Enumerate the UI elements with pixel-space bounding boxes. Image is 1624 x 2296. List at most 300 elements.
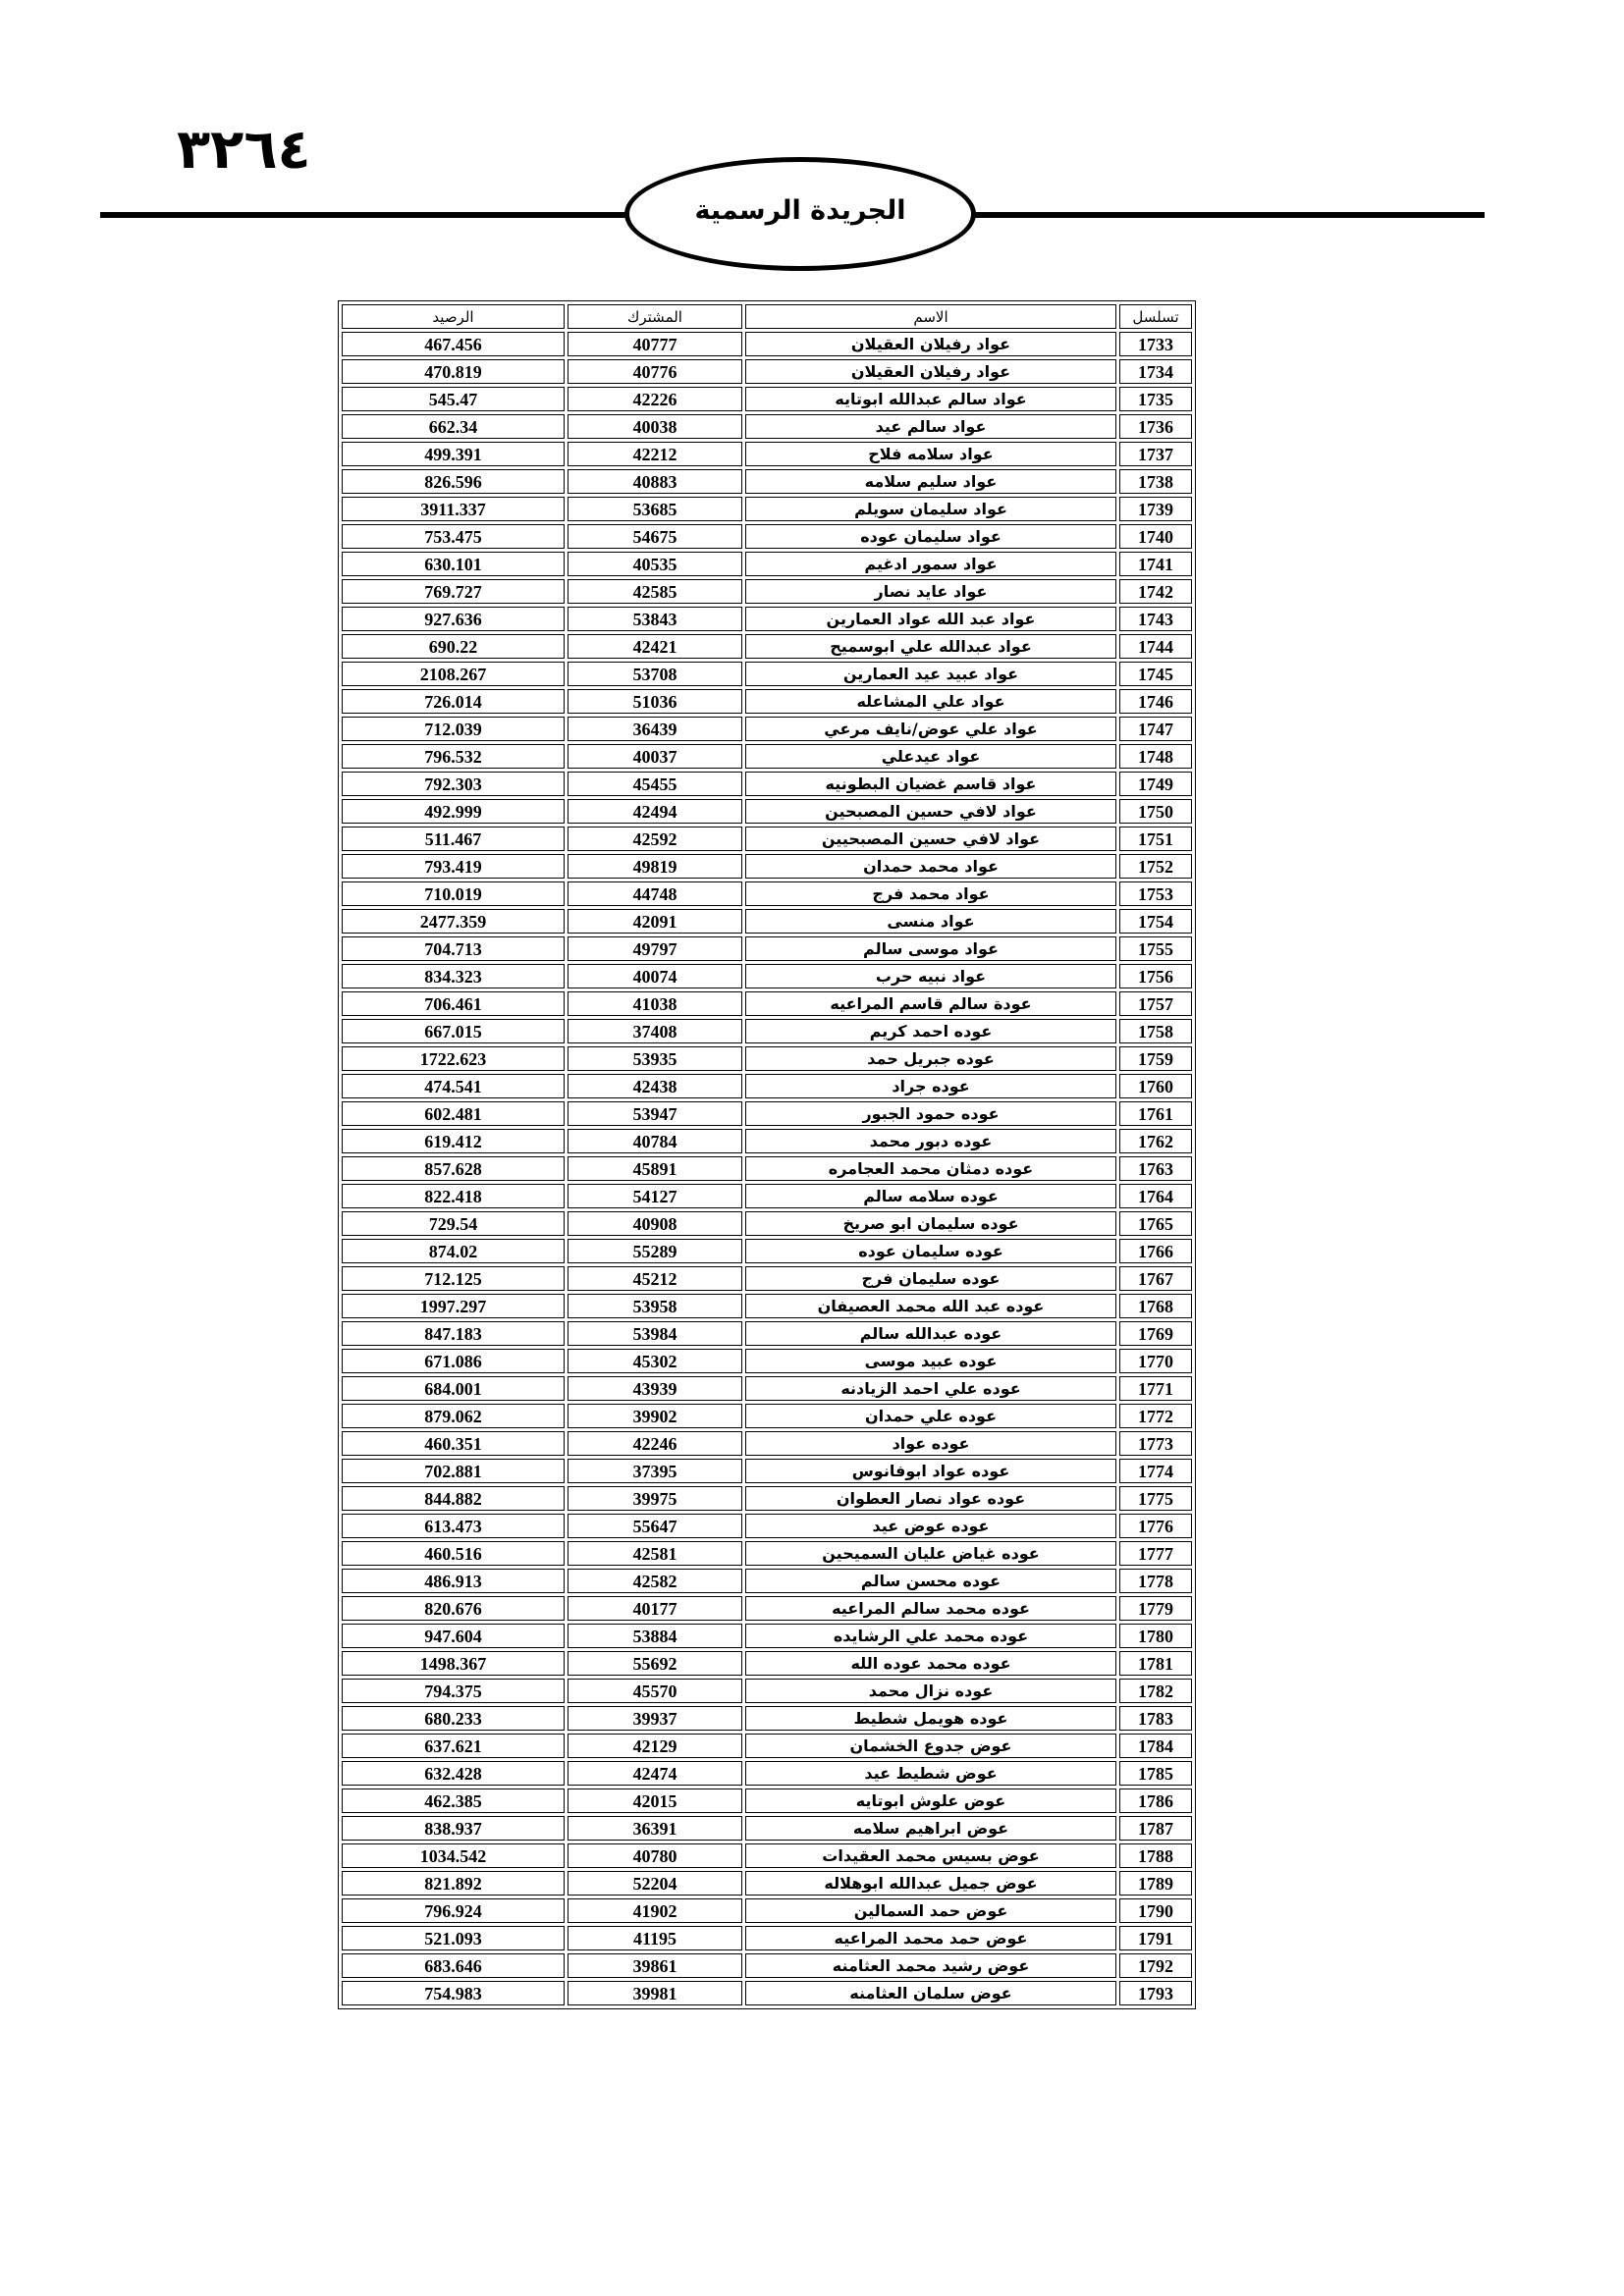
cell-name: عوده سلامه سالم xyxy=(745,1184,1116,1208)
table-row xyxy=(342,936,1192,961)
cell-subscriber: 45212 xyxy=(568,1266,742,1291)
cell-subscriber: 52204 xyxy=(568,1871,742,1896)
cell-subscriber: 39937 xyxy=(568,1706,742,1731)
cell-subscriber: 41195 xyxy=(568,1926,742,1950)
cell-subscriber: 41038 xyxy=(568,991,742,1016)
table-row xyxy=(342,1486,1192,1511)
gazette-title: الجريدة الرسمية xyxy=(694,194,906,226)
cell-name: عواد موسى سالم xyxy=(745,936,1116,961)
cell-sequence: 1792 xyxy=(1119,1953,1192,1978)
table-row xyxy=(342,854,1192,879)
cell-name: عوده حمود الجبور xyxy=(745,1101,1116,1126)
table-row xyxy=(342,1706,1192,1731)
cell-balance: 662.34 xyxy=(342,414,565,439)
cell-balance: 630.101 xyxy=(342,552,565,576)
cell-name: عواد لافي حسين المصبحيين xyxy=(745,827,1116,851)
table-row xyxy=(342,1926,1192,1950)
cell-sequence: 1744 xyxy=(1119,634,1192,659)
table-row xyxy=(342,607,1192,631)
cell-name: عواد رفيلان العقيلان xyxy=(745,359,1116,384)
table-row xyxy=(342,332,1192,356)
cell-name: عوض بسيس محمد العقيدات xyxy=(745,1843,1116,1868)
cell-balance: 712.125 xyxy=(342,1266,565,1291)
cell-subscriber: 42129 xyxy=(568,1734,742,1758)
cell-sequence: 1785 xyxy=(1119,1761,1192,1786)
cell-sequence: 1772 xyxy=(1119,1404,1192,1428)
cell-balance: 821.892 xyxy=(342,1871,565,1896)
cell-name: عواد علي المشاعله xyxy=(745,689,1116,714)
cell-sequence: 1773 xyxy=(1119,1431,1192,1456)
table-row xyxy=(342,799,1192,824)
table-row xyxy=(342,1981,1192,2005)
cell-subscriber: 36439 xyxy=(568,717,742,741)
cell-sequence: 1767 xyxy=(1119,1266,1192,1291)
cell-subscriber: 36391 xyxy=(568,1816,742,1841)
cell-name: عوض جميل عبدالله ابوهلاله xyxy=(745,1871,1116,1896)
table-row xyxy=(342,1431,1192,1456)
cell-balance: 690.22 xyxy=(342,634,565,659)
cell-name: عوض جدوع الخشمان xyxy=(745,1734,1116,1758)
cell-subscriber: 40908 xyxy=(568,1211,742,1236)
cell-name: عواد علي عوض/نايف مرعي xyxy=(745,717,1116,741)
cell-name: عواد لافي حسين المصبحين xyxy=(745,799,1116,824)
cell-subscriber: 39861 xyxy=(568,1953,742,1978)
cell-subscriber: 40177 xyxy=(568,1596,742,1621)
cell-name: عوده عواد xyxy=(745,1431,1116,1456)
cell-name: عواد عايد نصار xyxy=(745,579,1116,604)
cell-balance: 460.351 xyxy=(342,1431,565,1456)
cell-balance: 462.385 xyxy=(342,1789,565,1813)
cell-sequence: 1733 xyxy=(1119,332,1192,356)
cell-subscriber: 37395 xyxy=(568,1459,742,1483)
cell-balance: 796.924 xyxy=(342,1898,565,1923)
cell-balance: 710.019 xyxy=(342,881,565,906)
gazette-title-oval xyxy=(624,157,976,271)
cell-balance: 793.419 xyxy=(342,854,565,879)
table-row xyxy=(342,1184,1192,1208)
cell-subscriber: 51036 xyxy=(568,689,742,714)
cell-sequence: 1751 xyxy=(1119,827,1192,851)
table-row xyxy=(342,1129,1192,1153)
table-row xyxy=(342,387,1192,411)
cell-balance: 667.015 xyxy=(342,1019,565,1043)
cell-balance: 834.323 xyxy=(342,964,565,988)
cell-sequence: 1789 xyxy=(1119,1871,1192,1896)
cell-subscriber: 53958 xyxy=(568,1294,742,1318)
column-header-sequence: تسلسل xyxy=(1119,304,1192,329)
cell-sequence: 1769 xyxy=(1119,1321,1192,1346)
table-row xyxy=(342,1789,1192,1813)
cell-subscriber: 42494 xyxy=(568,799,742,824)
cell-subscriber: 40074 xyxy=(568,964,742,988)
cell-name: عوده عواد نصار العطوان xyxy=(745,1486,1116,1511)
cell-balance: 874.02 xyxy=(342,1239,565,1263)
cell-sequence: 1745 xyxy=(1119,662,1192,686)
cell-balance: 460.516 xyxy=(342,1541,565,1566)
cell-sequence: 1741 xyxy=(1119,552,1192,576)
cell-subscriber: 42421 xyxy=(568,634,742,659)
table-row xyxy=(342,1514,1192,1538)
table-row xyxy=(342,524,1192,549)
cell-sequence: 1748 xyxy=(1119,744,1192,769)
cell-subscriber: 49797 xyxy=(568,936,742,961)
table-row xyxy=(342,1266,1192,1291)
cell-subscriber: 45455 xyxy=(568,772,742,796)
table-row xyxy=(342,1843,1192,1868)
cell-balance: 838.937 xyxy=(342,1816,565,1841)
cell-subscriber: 42581 xyxy=(568,1541,742,1566)
cell-sequence: 1738 xyxy=(1119,469,1192,494)
cell-balance: 1034.542 xyxy=(342,1843,565,1868)
cell-name: عواد محمد فرج xyxy=(745,881,1116,906)
cell-name: عوده علي حمدان xyxy=(745,1404,1116,1428)
cell-sequence: 1734 xyxy=(1119,359,1192,384)
cell-balance: 2108.267 xyxy=(342,662,565,686)
cell-sequence: 1766 xyxy=(1119,1239,1192,1263)
table-row xyxy=(342,1101,1192,1126)
cell-balance: 2477.359 xyxy=(342,909,565,934)
cell-sequence: 1746 xyxy=(1119,689,1192,714)
cell-sequence: 1768 xyxy=(1119,1294,1192,1318)
table-row xyxy=(342,1404,1192,1428)
cell-name: عوده دبور محمد xyxy=(745,1129,1116,1153)
cell-subscriber: 40780 xyxy=(568,1843,742,1868)
cell-name: عواد قاسم غضيان البطونيه xyxy=(745,772,1116,796)
table-row xyxy=(342,827,1192,851)
table-row xyxy=(342,1734,1192,1758)
cell-subscriber: 49819 xyxy=(568,854,742,879)
cell-name: عواد سمور ادغيم xyxy=(745,552,1116,576)
cell-sequence: 1774 xyxy=(1119,1459,1192,1483)
cell-name: عوده احمد كريم xyxy=(745,1019,1116,1043)
cell-balance: 474.541 xyxy=(342,1074,565,1098)
cell-sequence: 1783 xyxy=(1119,1706,1192,1731)
cell-name: عوده عبدالله سالم xyxy=(745,1321,1116,1346)
cell-name: عوده عواد ابوفانوس xyxy=(745,1459,1116,1483)
subscribers-balance-table xyxy=(338,300,1196,2009)
cell-name: عوده سليمان عوده xyxy=(745,1239,1116,1263)
cell-subscriber: 40038 xyxy=(568,414,742,439)
cell-balance: 847.183 xyxy=(342,1321,565,1346)
cell-name: عواد سليم سلامه xyxy=(745,469,1116,494)
cell-balance: 726.014 xyxy=(342,689,565,714)
cell-subscriber: 39975 xyxy=(568,1486,742,1511)
cell-name: عوده نزال محمد xyxy=(745,1679,1116,1703)
cell-balance: 470.819 xyxy=(342,359,565,384)
cell-subscriber: 55647 xyxy=(568,1514,742,1538)
cell-balance: 879.062 xyxy=(342,1404,565,1428)
table-row xyxy=(342,579,1192,604)
table-row xyxy=(342,991,1192,1016)
cell-name: عوده محمد سالم المراعيه xyxy=(745,1596,1116,1621)
cell-name: عواد منسى xyxy=(745,909,1116,934)
cell-sequence: 1753 xyxy=(1119,881,1192,906)
cell-name: عوض سلمان العثامنه xyxy=(745,1981,1116,2005)
cell-balance: 684.001 xyxy=(342,1376,565,1401)
table-row xyxy=(342,1046,1192,1071)
table-body xyxy=(342,332,1192,2005)
cell-name: عواد رفيلان العقيلان xyxy=(745,332,1116,356)
cell-subscriber: 45302 xyxy=(568,1349,742,1373)
cell-sequence: 1776 xyxy=(1119,1514,1192,1538)
cell-sequence: 1762 xyxy=(1119,1129,1192,1153)
cell-subscriber: 40037 xyxy=(568,744,742,769)
cell-subscriber: 42582 xyxy=(568,1569,742,1593)
table-row xyxy=(342,1349,1192,1373)
cell-balance: 680.233 xyxy=(342,1706,565,1731)
table-row xyxy=(342,909,1192,934)
cell-sequence: 1743 xyxy=(1119,607,1192,631)
table-row xyxy=(342,1816,1192,1841)
cell-subscriber: 40535 xyxy=(568,552,742,576)
cell-subscriber: 42015 xyxy=(568,1789,742,1813)
cell-sequence: 1765 xyxy=(1119,1211,1192,1236)
cell-subscriber: 55289 xyxy=(568,1239,742,1263)
cell-name: عوده سليمان ابو صريخ xyxy=(745,1211,1116,1236)
cell-subscriber: 39981 xyxy=(568,1981,742,2005)
cell-balance: 820.676 xyxy=(342,1596,565,1621)
cell-sequence: 1790 xyxy=(1119,1898,1192,1923)
table-row xyxy=(342,1239,1192,1263)
cell-name: عوده جراد xyxy=(745,1074,1116,1098)
cell-sequence: 1764 xyxy=(1119,1184,1192,1208)
cell-name: عوده محمد عوده الله xyxy=(745,1651,1116,1676)
table-row xyxy=(342,1953,1192,1978)
cell-name: عواد محمد حمدان xyxy=(745,854,1116,879)
cell-sequence: 1757 xyxy=(1119,991,1192,1016)
table-row xyxy=(342,881,1192,906)
cell-sequence: 1737 xyxy=(1119,442,1192,466)
cell-subscriber: 53947 xyxy=(568,1101,742,1126)
cell-subscriber: 53984 xyxy=(568,1321,742,1346)
cell-subscriber: 54127 xyxy=(568,1184,742,1208)
cell-sequence: 1777 xyxy=(1119,1541,1192,1566)
cell-sequence: 1770 xyxy=(1119,1349,1192,1373)
table-row xyxy=(342,359,1192,384)
cell-name: عوض ابراهيم سلامه xyxy=(745,1816,1116,1841)
cell-balance: 1498.367 xyxy=(342,1651,565,1676)
table-row xyxy=(342,1679,1192,1703)
table-row xyxy=(342,1459,1192,1483)
table-row xyxy=(342,552,1192,576)
table-row xyxy=(342,1074,1192,1098)
cell-subscriber: 43939 xyxy=(568,1376,742,1401)
cell-balance: 729.54 xyxy=(342,1211,565,1236)
cell-balance: 947.604 xyxy=(342,1624,565,1648)
cell-sequence: 1787 xyxy=(1119,1816,1192,1841)
cell-sequence: 1742 xyxy=(1119,579,1192,604)
cell-subscriber: 54675 xyxy=(568,524,742,549)
cell-balance: 521.093 xyxy=(342,1926,565,1950)
cell-balance: 492.999 xyxy=(342,799,565,824)
cell-name: عواد سالم عيد xyxy=(745,414,1116,439)
cell-subscriber: 37408 xyxy=(568,1019,742,1043)
cell-subscriber: 45570 xyxy=(568,1679,742,1703)
cell-balance: 1997.297 xyxy=(342,1294,565,1318)
cell-name: عواد نبيه حرب xyxy=(745,964,1116,988)
cell-name: عوده عوض عيد xyxy=(745,1514,1116,1538)
cell-subscriber: 40776 xyxy=(568,359,742,384)
cell-subscriber: 40777 xyxy=(568,332,742,356)
cell-subscriber: 40784 xyxy=(568,1129,742,1153)
cell-sequence: 1754 xyxy=(1119,909,1192,934)
cell-name: عوده محمد علي الرشايده xyxy=(745,1624,1116,1648)
cell-balance: 467.456 xyxy=(342,332,565,356)
table-header-row xyxy=(342,304,1192,329)
cell-subscriber: 53708 xyxy=(568,662,742,686)
cell-name: عوض رشيد محمد العثامنه xyxy=(745,1953,1116,1978)
cell-balance: 857.628 xyxy=(342,1156,565,1181)
cell-subscriber: 53843 xyxy=(568,607,742,631)
cell-balance: 683.646 xyxy=(342,1953,565,1978)
cell-subscriber: 53685 xyxy=(568,497,742,521)
cell-name: عواد عبد الله عواد العمارين xyxy=(745,607,1116,631)
cell-name: عوض علوش ابوتايه xyxy=(745,1789,1116,1813)
table-row xyxy=(342,1624,1192,1648)
cell-subscriber: 42246 xyxy=(568,1431,742,1456)
cell-subscriber: 44748 xyxy=(568,881,742,906)
table-row xyxy=(342,634,1192,659)
cell-name: عودة سالم قاسم المراعيه xyxy=(745,991,1116,1016)
cell-sequence: 1739 xyxy=(1119,497,1192,521)
cell-subscriber: 42212 xyxy=(568,442,742,466)
cell-name: عواد عيدعلي xyxy=(745,744,1116,769)
table-row xyxy=(342,442,1192,466)
cell-subscriber: 42438 xyxy=(568,1074,742,1098)
cell-sequence: 1784 xyxy=(1119,1734,1192,1758)
cell-balance: 602.481 xyxy=(342,1101,565,1126)
cell-balance: 3911.337 xyxy=(342,497,565,521)
table-row xyxy=(342,772,1192,796)
cell-name: عوض حمد السمالين xyxy=(745,1898,1116,1923)
cell-balance: 704.713 xyxy=(342,936,565,961)
cell-sequence: 1788 xyxy=(1119,1843,1192,1868)
cell-name: عواد سالم عبدالله ابوتايه xyxy=(745,387,1116,411)
cell-sequence: 1791 xyxy=(1119,1926,1192,1950)
table-row xyxy=(342,689,1192,714)
table-row xyxy=(342,1294,1192,1318)
cell-subscriber: 55692 xyxy=(568,1651,742,1676)
table-row xyxy=(342,964,1192,988)
column-header-name: الاسم xyxy=(745,304,1116,329)
cell-sequence: 1778 xyxy=(1119,1569,1192,1593)
cell-name: عواد سليمان عوده xyxy=(745,524,1116,549)
cell-sequence: 1779 xyxy=(1119,1596,1192,1621)
cell-sequence: 1750 xyxy=(1119,799,1192,824)
cell-subscriber: 42592 xyxy=(568,827,742,851)
cell-subscriber: 41902 xyxy=(568,1898,742,1923)
cell-name: عوض حمد محمد المراعيه xyxy=(745,1926,1116,1950)
cell-balance: 632.428 xyxy=(342,1761,565,1786)
cell-name: عوده سليمان فرج xyxy=(745,1266,1116,1291)
cell-subscriber: 42226 xyxy=(568,387,742,411)
cell-name: عواد عبدالله علي ابوسميح xyxy=(745,634,1116,659)
cell-name: عوده محسن سالم xyxy=(745,1569,1116,1593)
table-row xyxy=(342,1019,1192,1043)
cell-balance: 712.039 xyxy=(342,717,565,741)
cell-sequence: 1747 xyxy=(1119,717,1192,741)
table-row xyxy=(342,1321,1192,1346)
cell-sequence: 1793 xyxy=(1119,1981,1192,2005)
cell-sequence: 1756 xyxy=(1119,964,1192,988)
cell-sequence: 1749 xyxy=(1119,772,1192,796)
cell-sequence: 1775 xyxy=(1119,1486,1192,1511)
table-row xyxy=(342,469,1192,494)
cell-sequence: 1758 xyxy=(1119,1019,1192,1043)
table-row xyxy=(342,1761,1192,1786)
table-row xyxy=(342,1871,1192,1896)
cell-sequence: 1755 xyxy=(1119,936,1192,961)
table-row xyxy=(342,1376,1192,1401)
cell-sequence: 1760 xyxy=(1119,1074,1192,1098)
cell-balance: 619.412 xyxy=(342,1129,565,1153)
cell-sequence: 1786 xyxy=(1119,1789,1192,1813)
cell-sequence: 1735 xyxy=(1119,387,1192,411)
cell-subscriber: 42474 xyxy=(568,1761,742,1786)
cell-balance: 706.461 xyxy=(342,991,565,1016)
table-row xyxy=(342,1211,1192,1236)
cell-sequence: 1771 xyxy=(1119,1376,1192,1401)
cell-sequence: 1782 xyxy=(1119,1679,1192,1703)
column-header-subscriber: المشترك xyxy=(568,304,742,329)
table-row xyxy=(342,1596,1192,1621)
cell-balance: 499.391 xyxy=(342,442,565,466)
table-row xyxy=(342,1541,1192,1566)
cell-balance: 637.621 xyxy=(342,1734,565,1758)
cell-balance: 613.473 xyxy=(342,1514,565,1538)
cell-sequence: 1780 xyxy=(1119,1624,1192,1648)
cell-balance: 486.913 xyxy=(342,1569,565,1593)
cell-subscriber: 42091 xyxy=(568,909,742,934)
table-row xyxy=(342,497,1192,521)
cell-balance: 753.475 xyxy=(342,524,565,549)
column-header-balance: الرصيد xyxy=(342,304,565,329)
cell-balance: 794.375 xyxy=(342,1679,565,1703)
cell-sequence: 1763 xyxy=(1119,1156,1192,1181)
cell-name: عوده علي احمد الزيادنه xyxy=(745,1376,1116,1401)
cell-name: عوده عبيد موسى xyxy=(745,1349,1116,1373)
cell-name: عوض شطيط عيد xyxy=(745,1761,1116,1786)
cell-subscriber: 42585 xyxy=(568,579,742,604)
cell-name: عواد عبيد عيد العمارين xyxy=(745,662,1116,686)
table-row xyxy=(342,1156,1192,1181)
cell-name: عوده دمثان محمد العجامره xyxy=(745,1156,1116,1181)
cell-subscriber: 53884 xyxy=(568,1624,742,1648)
cell-sequence: 1759 xyxy=(1119,1046,1192,1071)
cell-balance: 844.882 xyxy=(342,1486,565,1511)
cell-balance: 671.086 xyxy=(342,1349,565,1373)
cell-balance: 796.532 xyxy=(342,744,565,769)
cell-balance: 754.983 xyxy=(342,1981,565,2005)
table-row xyxy=(342,717,1192,741)
cell-balance: 702.881 xyxy=(342,1459,565,1483)
cell-name: عوده هويمل شطيط xyxy=(745,1706,1116,1731)
cell-sequence: 1736 xyxy=(1119,414,1192,439)
table-row xyxy=(342,1898,1192,1923)
cell-balance: 769.727 xyxy=(342,579,565,604)
table-row xyxy=(342,414,1192,439)
table-row xyxy=(342,1569,1192,1593)
cell-subscriber: 45891 xyxy=(568,1156,742,1181)
cell-name: عوده غياض عليان السميحين xyxy=(745,1541,1116,1566)
cell-balance: 822.418 xyxy=(342,1184,565,1208)
cell-name: عواد سليمان سويلم xyxy=(745,497,1116,521)
cell-subscriber: 39902 xyxy=(568,1404,742,1428)
cell-sequence: 1761 xyxy=(1119,1101,1192,1126)
page-number: ٣٢٦٤ xyxy=(177,118,311,182)
cell-sequence: 1740 xyxy=(1119,524,1192,549)
table-row xyxy=(342,1651,1192,1676)
